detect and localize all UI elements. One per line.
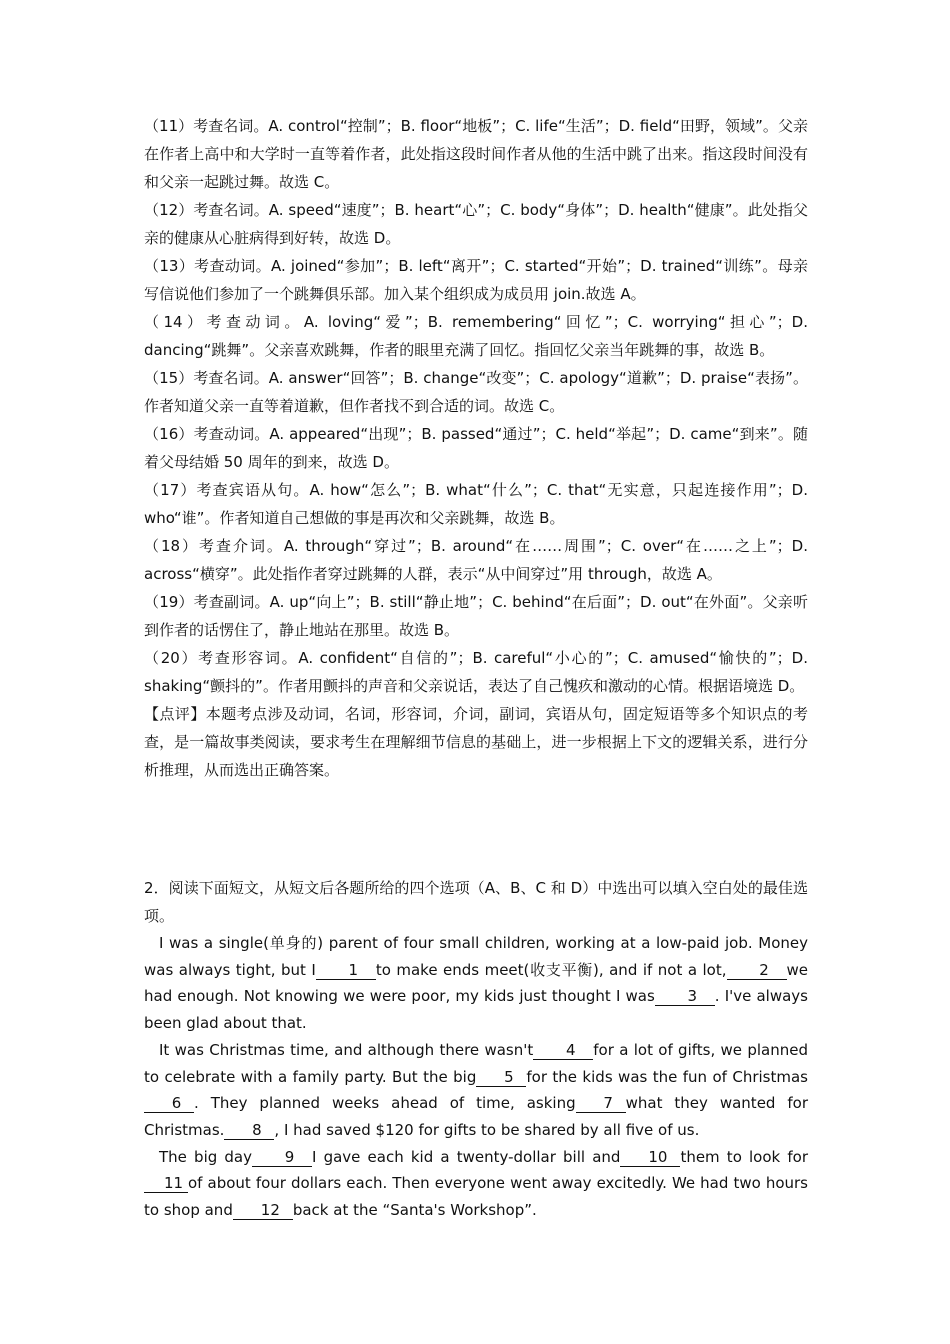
passage-text: for the kids was the fun of Christmas (526, 1067, 808, 1086)
explanation-20: （20）考查形容词。A. confident“自信的”；B. careful“小心的”；C. amused“愉快的”；D. shaking“颤抖的”。作者用颤抖的声音和父亲说话，表达了自己愧疚和激动的心情。根据语境选 D。 (144, 649, 808, 695)
blank-10: 10 (620, 1148, 680, 1167)
blank-8: 8 (224, 1121, 274, 1140)
question-2 (144, 874, 808, 1224)
explanation-18: （18）考查介词。A. through“穿过”；B. around“在……周围”；C. over“在……之上”；D. across“横穿”。此处指作者穿过跳舞的人群，表示“从中间穿过”用 through，故选 A。 (144, 537, 808, 583)
blank-11: 11 (144, 1174, 188, 1193)
passage-paragraph-3 (144, 1144, 808, 1224)
question-instruction: 2．阅读下面短文，从短文后各题所给的四个选项（A、B、C 和 D）中选出可以填入空白处的最佳选项。 (144, 879, 808, 925)
passage-text: them to look for (680, 1147, 808, 1166)
passage-text: I was a single(单身的) parent of four small children, working at a low-paid job. Money was always tight, but I (144, 934, 808, 979)
blank-1: 1 (316, 961, 376, 980)
blank-6: 6 (144, 1094, 194, 1113)
explanation-14: （14）考查动词。A. loving“爱”；B. remembering“回忆”；C. worrying“担心”；D. dancing“跳舞”。父亲喜欢跳舞，作者的眼里充满了回忆。指回忆父亲当年跳舞的事，故选 B。 (144, 313, 808, 359)
passage-text: of about four dollars each. Then everyone went away excitedly. We had two hours to shop and (144, 1174, 808, 1220)
blank-9: 9 (252, 1148, 312, 1167)
blank-4: 4 (533, 1041, 593, 1060)
passage-text: . They planned weeks ahead of time, asking (194, 1094, 576, 1113)
explanation-12: （12）考查名词。A. speed“速度”；B. heart“心”；C. body“身体”；D. health“健康”。此处指父亲的健康从心脏病得到好转，故选 D。 (144, 201, 808, 247)
passage-text: The big day (159, 1147, 252, 1166)
answer-explanations (144, 112, 808, 784)
blank-2: 2 (727, 961, 787, 980)
commentary: 【点评】本题考点涉及动词，名词，形容词，介词，副词，宾语从句，固定短语等多个知识点的考查，是一篇故事类阅读，要求考生在理解细节信息的基础上，进一步根据上下文的逻辑关系，进行分析推理，从而选出正确答案。 (144, 705, 808, 779)
explanation-15: （15）考查名词。A. answer“回答”；B. change“改变”；C. apology“道歉”；D. praise“表扬”。作者知道父亲一直等着道歉，但作者找不到合适的词。故选 C。 (144, 369, 808, 415)
passage-text: , I had saved $120 for gifts to be shared by all five of us. (274, 1120, 700, 1139)
blank-12: 12 (233, 1201, 293, 1220)
explanation-11: （11）考查名词。A. control“控制”；B. floor“地板”；C. life“生活”；D. field“田野，领域”。父亲在作者上高中和大学时一直等着作者，此处指这段时间作者从他的生活中跳了出来。指这段时间没有和父亲一起跳过舞。故选 C。 (144, 117, 808, 191)
passage-text: I gave each kid a twenty-dollar bill and (312, 1147, 621, 1166)
passage-text: back at the “Santa's Workshop”. (292, 1201, 537, 1220)
passage-paragraph-2 (144, 1037, 808, 1144)
passage-text: for a lot of gifts, we planned to celebrate with a family party. But the big (144, 1040, 808, 1086)
blank-3: 3 (655, 987, 715, 1006)
blank-7: 7 (576, 1094, 626, 1113)
explanation-16: （16）考查动词。A. appeared“出现”；B. passed“通过”；C. held“举起”；D. came“到来”。随着父母结婚 50 周年的到来，故选 D。 (144, 425, 808, 471)
passage-text: we had enough. Not knowing we were poor, my kids just thought I was (144, 960, 808, 1006)
explanation-19: （19）考查副词。A. up“向上”；B. still“静止地”；C. behind“在后面”；D. out“在外面”。父亲听到作者的话愣住了，静止地站在那里。故选 B。 (144, 593, 808, 639)
blank-5: 5 (476, 1068, 526, 1087)
passage-text: what they wanted for Christmas. (144, 1094, 809, 1139)
passage-text: It was Christmas time, and although there wasn't (159, 1040, 534, 1059)
passage-paragraph-1 (144, 930, 808, 1037)
explanation-17: （17）考查宾语从句。A. how“怎么”；B. what“什么”；C. that“无实意，只起连接作用”；D. who“谁”。作者知道自己想做的事是再次和父亲跳舞，故选 B。 (144, 481, 808, 527)
explanation-13: （13）考查动词。A. joined“参加”；B. left“离开”；C. started“开始”；D. trained“训练”。母亲写信说他们参加了一个跳舞俱乐部。加入某个组织成为成员用 join.故选 A。 (144, 257, 808, 303)
passage-text: . I've always been glad about that. (144, 987, 809, 1033)
passage-text: to make ends meet(收支平衡), and if not a lot, (375, 960, 727, 979)
